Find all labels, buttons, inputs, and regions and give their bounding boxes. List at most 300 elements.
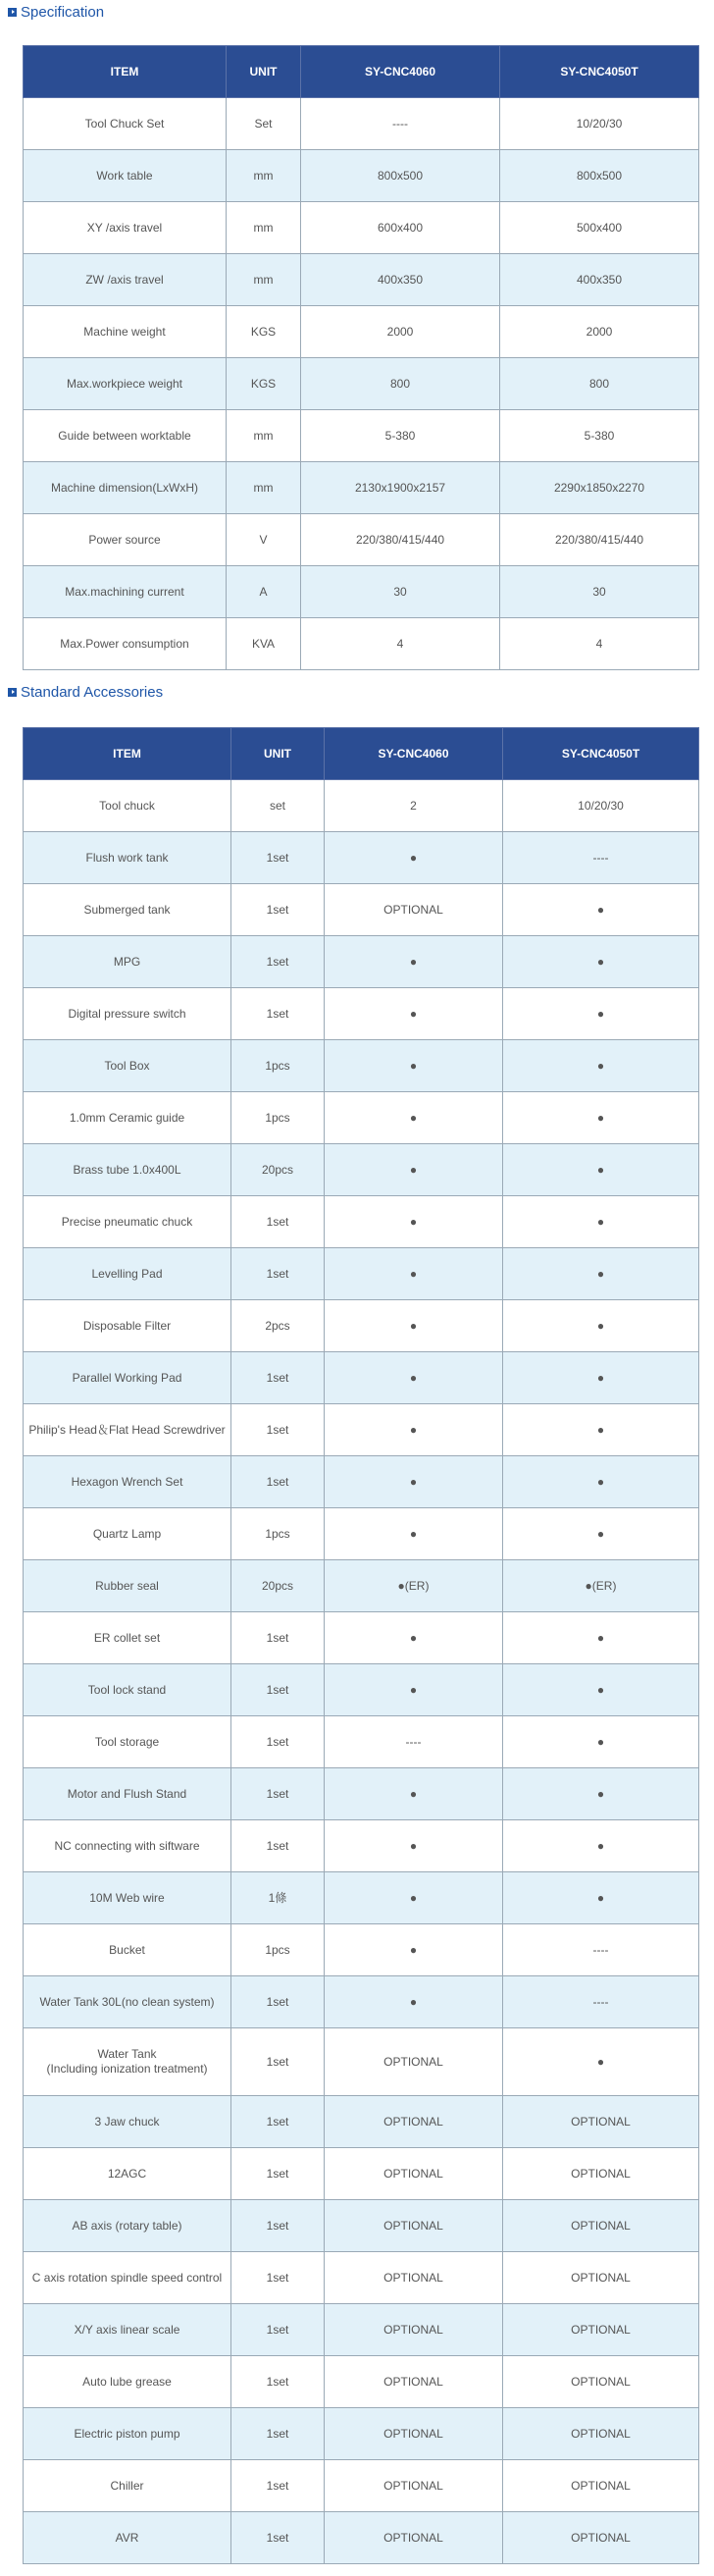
cell-model-a bbox=[325, 1248, 503, 1300]
cell-unit bbox=[231, 936, 325, 988]
cell-unit-text: 1set bbox=[266, 2054, 289, 2069]
cell-model-b bbox=[503, 1872, 699, 1924]
cell-model-b bbox=[500, 358, 699, 410]
cell-item-text: Guide between worktable bbox=[58, 428, 191, 443]
cell-model-a-text: OPTIONAL bbox=[383, 2166, 443, 2181]
cell-unit bbox=[231, 1196, 325, 1248]
cell-unit-text: 1set bbox=[266, 2270, 289, 2285]
cell-model-b bbox=[503, 1300, 699, 1352]
cell-model-a bbox=[325, 832, 503, 884]
cell-item bbox=[24, 1508, 231, 1560]
cell-model-a bbox=[325, 2408, 503, 2460]
cell-item bbox=[24, 988, 231, 1040]
table-row bbox=[24, 1352, 699, 1404]
cell-item bbox=[24, 618, 227, 670]
cell-item-text: Auto lube grease bbox=[82, 2374, 172, 2389]
table-row bbox=[24, 884, 699, 936]
cell-model-b-text: ● bbox=[596, 1318, 605, 1333]
cell-item-text: Water Tank (Including ionization treatment) bbox=[46, 2047, 208, 2076]
table-row bbox=[24, 2200, 699, 2252]
table-row bbox=[24, 1248, 699, 1300]
cell-model-a bbox=[301, 306, 500, 358]
cell-item bbox=[24, 936, 231, 988]
specification-title: Specification bbox=[21, 3, 105, 21]
cell-model-b bbox=[503, 1664, 699, 1716]
cell-item bbox=[24, 358, 227, 410]
cell-model-a bbox=[325, 2460, 503, 2512]
cell-model-b-text: ● bbox=[596, 1786, 605, 1801]
cell-model-a-text: OPTIONAL bbox=[383, 902, 443, 917]
cell-unit-text: mm bbox=[253, 480, 274, 495]
cell-model-b bbox=[500, 462, 699, 514]
cell-unit-text: 1pcs bbox=[265, 1526, 290, 1541]
cell-item bbox=[24, 1976, 231, 2028]
cell-model-b bbox=[500, 98, 699, 150]
cell-model-b bbox=[503, 2408, 699, 2460]
cell-model-b-text: ● bbox=[596, 1214, 605, 1229]
cell-item-text: Chiller bbox=[110, 2478, 144, 2493]
cell-unit bbox=[231, 2512, 325, 2564]
cell-item-text: Tool chuck bbox=[99, 798, 155, 813]
cell-model-b-text: ● bbox=[596, 954, 605, 969]
cell-item bbox=[24, 1404, 231, 1456]
cell-model-a bbox=[325, 2148, 503, 2200]
cell-unit bbox=[231, 2356, 325, 2408]
table-row bbox=[24, 1612, 699, 1664]
cell-model-a-text: OPTIONAL bbox=[383, 2530, 443, 2545]
cell-item-text: Levelling Pad bbox=[91, 1266, 163, 1281]
cell-model-b-text: OPTIONAL bbox=[571, 2322, 631, 2337]
cell-model-b bbox=[503, 2512, 699, 2564]
cell-unit-text: 1set bbox=[266, 1734, 289, 1749]
cell-model-a bbox=[325, 1664, 503, 1716]
cell-unit bbox=[231, 2028, 325, 2096]
cell-unit-text: A bbox=[259, 584, 268, 599]
cell-item-text: Tool Chuck Set bbox=[84, 116, 165, 131]
cell-unit-text: 1set bbox=[266, 1474, 289, 1489]
cell-model-a bbox=[325, 2356, 503, 2408]
cell-item-text: 10M Web wire bbox=[89, 1890, 165, 1905]
cell-model-b-text: ---- bbox=[592, 1994, 609, 2009]
cell-unit bbox=[231, 1820, 325, 1872]
cell-model-b bbox=[503, 1924, 699, 1976]
cell-model-b bbox=[503, 2200, 699, 2252]
cell-model-a-text: 800x500 bbox=[377, 168, 424, 183]
cell-model-a bbox=[301, 202, 500, 254]
cell-unit bbox=[231, 1300, 325, 1352]
cell-unit bbox=[227, 566, 301, 618]
cell-item bbox=[24, 1872, 231, 1924]
cell-model-a-text: ● bbox=[409, 1786, 418, 1801]
cell-model-a-text: ● bbox=[409, 1110, 418, 1125]
cell-model-b-text: OPTIONAL bbox=[571, 2270, 631, 2285]
table-row bbox=[24, 832, 699, 884]
cell-model-b-text: 4 bbox=[595, 636, 603, 651]
cell-model-a bbox=[325, 1300, 503, 1352]
cell-model-a bbox=[301, 410, 500, 462]
cell-model-a-text: OPTIONAL bbox=[383, 2426, 443, 2441]
cell-unit-text: 1set bbox=[266, 902, 289, 917]
cell-unit-text: KGS bbox=[250, 324, 277, 339]
cell-item bbox=[24, 1196, 231, 1248]
cell-item-text: Motor and Flush Stand bbox=[67, 1786, 187, 1801]
cell-model-a-text: 2000 bbox=[386, 324, 414, 339]
cell-item bbox=[24, 1300, 231, 1352]
cell-model-a bbox=[325, 1560, 503, 1612]
table-row bbox=[24, 618, 699, 670]
cell-unit-text: 1set bbox=[266, 2478, 289, 2493]
table-row bbox=[24, 1300, 699, 1352]
table-row bbox=[24, 2252, 699, 2304]
cell-model-a-text: ● bbox=[409, 1422, 418, 1437]
cell-unit-text: Set bbox=[254, 116, 273, 131]
cell-unit-text: mm bbox=[253, 428, 274, 443]
cell-item bbox=[24, 462, 227, 514]
cell-model-a-text: OPTIONAL bbox=[383, 2114, 443, 2129]
cell-model-b-text: ● bbox=[596, 1474, 605, 1489]
cell-unit bbox=[231, 1716, 325, 1768]
cell-unit bbox=[231, 1456, 325, 1508]
table-row bbox=[24, 1196, 699, 1248]
cell-model-a-text: ● bbox=[409, 954, 418, 969]
cell-unit bbox=[231, 2200, 325, 2252]
cell-model-a bbox=[301, 98, 500, 150]
cell-model-b-text: ● bbox=[596, 1266, 605, 1281]
table-row bbox=[24, 150, 699, 202]
cell-model-b-text: 2000 bbox=[586, 324, 613, 339]
table-row bbox=[24, 2304, 699, 2356]
cell-model-b bbox=[503, 1508, 699, 1560]
table-row bbox=[24, 2356, 699, 2408]
cell-unit-text: 1set bbox=[266, 1266, 289, 1281]
cell-unit bbox=[231, 1352, 325, 1404]
cell-unit-text: 1set bbox=[266, 2218, 289, 2233]
cell-item-text: Rubber seal bbox=[95, 1578, 159, 1593]
cell-item bbox=[24, 202, 227, 254]
arrow-bullet-icon bbox=[8, 688, 17, 697]
cell-item-text: AB axis (rotary table) bbox=[72, 2218, 182, 2233]
cell-model-b bbox=[503, 1612, 699, 1664]
cell-unit bbox=[231, 1040, 325, 1092]
cell-unit bbox=[227, 254, 301, 306]
cell-unit bbox=[227, 98, 301, 150]
cell-unit bbox=[227, 358, 301, 410]
cell-model-a-text: OPTIONAL bbox=[383, 2374, 443, 2389]
cell-model-b-text: 30 bbox=[592, 584, 606, 599]
cell-unit-text: 1set bbox=[266, 2166, 289, 2181]
cell-item-text: Tool lock stand bbox=[87, 1682, 167, 1697]
cell-item-text: Machine dimension(LxWxH) bbox=[50, 480, 199, 495]
cell-model-b-text: ---- bbox=[592, 850, 609, 865]
cell-model-b-text: ● bbox=[596, 1006, 605, 1021]
table-row bbox=[24, 2408, 699, 2460]
cell-model-a bbox=[325, 2512, 503, 2564]
cell-model-b bbox=[503, 1092, 699, 1144]
cell-model-b bbox=[500, 306, 699, 358]
table-row bbox=[24, 2096, 699, 2148]
cell-model-b bbox=[503, 1352, 699, 1404]
cell-model-b bbox=[500, 254, 699, 306]
cell-model-a-text: OPTIONAL bbox=[383, 2322, 443, 2337]
cell-item-text: Power source bbox=[88, 532, 161, 547]
cell-unit bbox=[231, 1664, 325, 1716]
cell-item bbox=[24, 150, 227, 202]
cell-unit bbox=[227, 618, 301, 670]
cell-item bbox=[24, 1924, 231, 1976]
cell-model-a-text: ● bbox=[409, 1838, 418, 1853]
table-row bbox=[24, 1872, 699, 1924]
accessories-header-row bbox=[24, 728, 699, 780]
cell-unit bbox=[227, 150, 301, 202]
cell-item bbox=[24, 1716, 231, 1768]
cell-item-text: Quartz Lamp bbox=[92, 1526, 162, 1541]
cell-unit-text: 1set bbox=[266, 1422, 289, 1437]
cell-item bbox=[24, 1820, 231, 1872]
cell-unit bbox=[231, 1976, 325, 2028]
accessories-heading bbox=[8, 681, 163, 703]
header-unit: UNIT bbox=[227, 46, 301, 98]
specification-header-row bbox=[24, 46, 699, 98]
table-row bbox=[24, 1560, 699, 1612]
cell-model-b-text: OPTIONAL bbox=[571, 2374, 631, 2389]
cell-model-a-text: ● bbox=[409, 1630, 418, 1645]
cell-unit bbox=[231, 1248, 325, 1300]
table-row bbox=[24, 1040, 699, 1092]
table-row bbox=[24, 2512, 699, 2564]
cell-item bbox=[24, 884, 231, 936]
cell-item-text: ER collet set bbox=[93, 1630, 161, 1645]
cell-item bbox=[24, 2304, 231, 2356]
cell-model-b-text: ● bbox=[596, 1734, 605, 1749]
cell-model-b-text: ● bbox=[596, 1422, 605, 1437]
cell-model-a-text: 2130x1900x2157 bbox=[354, 480, 446, 495]
cell-model-b-text: OPTIONAL bbox=[571, 2218, 631, 2233]
cell-model-a-text: ● bbox=[409, 1682, 418, 1697]
cell-item bbox=[24, 2096, 231, 2148]
table-row bbox=[24, 1144, 699, 1196]
cell-item bbox=[24, 1768, 231, 1820]
cell-model-b-text: 400x350 bbox=[576, 272, 623, 287]
table-row bbox=[24, 1924, 699, 1976]
cell-item-text: ZW /axis travel bbox=[85, 272, 164, 287]
cell-model-a bbox=[325, 1456, 503, 1508]
cell-model-b bbox=[500, 618, 699, 670]
cell-model-a bbox=[325, 2304, 503, 2356]
cell-model-a bbox=[325, 2096, 503, 2148]
cell-model-a-text: 600x400 bbox=[377, 220, 424, 235]
cell-unit-text: 1set bbox=[266, 2114, 289, 2129]
cell-unit-text: mm bbox=[253, 272, 274, 287]
cell-model-b bbox=[500, 566, 699, 618]
cell-model-a bbox=[325, 1196, 503, 1248]
cell-model-b bbox=[500, 202, 699, 254]
cell-model-b bbox=[503, 780, 699, 832]
cell-unit-text: V bbox=[259, 532, 268, 547]
cell-item bbox=[24, 2356, 231, 2408]
cell-item-text: XY /axis travel bbox=[86, 220, 163, 235]
cell-model-a-text: ● bbox=[409, 1994, 418, 2009]
cell-model-a-text: 220/380/415/440 bbox=[355, 532, 445, 547]
cell-item bbox=[24, 98, 227, 150]
cell-unit bbox=[231, 1404, 325, 1456]
cell-item-text: Hexagon Wrench Set bbox=[71, 1474, 183, 1489]
accessories-table bbox=[23, 727, 699, 2564]
cell-model-b bbox=[500, 410, 699, 462]
cell-model-a-text: OPTIONAL bbox=[383, 2218, 443, 2233]
cell-model-b-text: ●(ER) bbox=[585, 1578, 617, 1593]
cell-unit bbox=[231, 1924, 325, 1976]
header-item: ITEM bbox=[24, 46, 227, 98]
cell-item-text: 3 Jaw chuck bbox=[94, 2114, 160, 2129]
cell-item bbox=[24, 566, 227, 618]
cell-model-b-text: ● bbox=[596, 1110, 605, 1125]
cell-unit bbox=[231, 2148, 325, 2200]
cell-item bbox=[24, 1092, 231, 1144]
table-row bbox=[24, 2460, 699, 2512]
cell-unit bbox=[231, 2304, 325, 2356]
cell-model-a bbox=[301, 618, 500, 670]
cell-model-a bbox=[325, 1404, 503, 1456]
cell-model-b bbox=[503, 2096, 699, 2148]
header-model-a: SY-CNC4060 bbox=[301, 46, 500, 98]
table-row bbox=[24, 202, 699, 254]
cell-model-a-text: ● bbox=[409, 1058, 418, 1073]
cell-unit bbox=[227, 462, 301, 514]
cell-model-a bbox=[325, 1924, 503, 1976]
table-row bbox=[24, 254, 699, 306]
table-row bbox=[24, 1508, 699, 1560]
cell-model-a-text: ● bbox=[409, 1942, 418, 1957]
cell-unit bbox=[231, 1092, 325, 1144]
cell-unit bbox=[231, 2460, 325, 2512]
cell-item bbox=[24, 1560, 231, 1612]
cell-unit-text: 20pcs bbox=[261, 1162, 294, 1177]
cell-item-text: Bucket bbox=[109, 1942, 145, 1957]
cell-model-b bbox=[503, 1144, 699, 1196]
cell-unit bbox=[227, 202, 301, 254]
cell-model-b-text: ● bbox=[596, 1370, 605, 1385]
cell-item bbox=[24, 306, 227, 358]
cell-unit bbox=[231, 1768, 325, 1820]
cell-model-a-text: ---- bbox=[392, 116, 408, 131]
table-row bbox=[24, 462, 699, 514]
table-row bbox=[24, 566, 699, 618]
cell-model-a-text: 2 bbox=[410, 798, 417, 813]
cell-item-text: X/Y axis linear scale bbox=[74, 2322, 180, 2337]
cell-unit-text: 20pcs bbox=[261, 1578, 294, 1593]
table-row bbox=[24, 1664, 699, 1716]
cell-unit bbox=[231, 884, 325, 936]
cell-unit bbox=[231, 2096, 325, 2148]
cell-model-b-text: 220/380/415/440 bbox=[554, 532, 644, 547]
cell-model-b bbox=[503, 2304, 699, 2356]
cell-unit bbox=[231, 832, 325, 884]
cell-item bbox=[24, 2200, 231, 2252]
cell-item bbox=[24, 1144, 231, 1196]
table-row bbox=[24, 1404, 699, 1456]
header-item: ITEM bbox=[24, 728, 231, 780]
cell-unit bbox=[227, 514, 301, 566]
cell-item-text: Flush work tank bbox=[85, 850, 169, 865]
cell-model-b-text: 10/20/30 bbox=[578, 798, 624, 813]
cell-item-text: Submerged tank bbox=[83, 902, 171, 917]
arrow-bullet-icon bbox=[8, 8, 17, 17]
table-row bbox=[24, 410, 699, 462]
table-row bbox=[24, 988, 699, 1040]
cell-item-text: Max.workpiece weight bbox=[66, 376, 183, 391]
cell-item-text: Brass tube 1.0x400L bbox=[73, 1162, 181, 1177]
cell-model-a-text: 400x350 bbox=[377, 272, 424, 287]
cell-unit bbox=[231, 1144, 325, 1196]
cell-unit bbox=[231, 1508, 325, 1560]
cell-model-b-text: ● bbox=[596, 2054, 605, 2069]
cell-model-b bbox=[503, 1404, 699, 1456]
cell-item-text: Electric piston pump bbox=[74, 2426, 180, 2441]
cell-item bbox=[24, 1040, 231, 1092]
cell-model-a-text: ●(ER) bbox=[397, 1578, 430, 1593]
cell-model-a-text: OPTIONAL bbox=[383, 2270, 443, 2285]
table-row bbox=[24, 1768, 699, 1820]
cell-model-b-text: 5-380 bbox=[584, 428, 615, 443]
cell-item-text: Tool Box bbox=[104, 1058, 150, 1073]
cell-unit-text: 1set bbox=[266, 2374, 289, 2389]
cell-unit bbox=[227, 410, 301, 462]
cell-item bbox=[24, 1456, 231, 1508]
cell-model-a-text: 800 bbox=[389, 376, 411, 391]
cell-model-b-text: 500x400 bbox=[576, 220, 623, 235]
header-unit: UNIT bbox=[231, 728, 325, 780]
cell-model-b bbox=[503, 2252, 699, 2304]
cell-model-b-text: OPTIONAL bbox=[571, 2478, 631, 2493]
cell-model-b-text: 10/20/30 bbox=[576, 116, 623, 131]
cell-model-b-text: ● bbox=[596, 1838, 605, 1853]
cell-item bbox=[24, 2028, 231, 2096]
cell-item-text: NC connecting with siftware bbox=[54, 1838, 200, 1853]
cell-model-a bbox=[325, 1612, 503, 1664]
cell-unit-text: 1set bbox=[266, 1006, 289, 1021]
cell-model-b bbox=[503, 2460, 699, 2512]
cell-unit-text: set bbox=[269, 798, 285, 813]
cell-model-a-text: 30 bbox=[393, 584, 407, 599]
cell-model-b bbox=[503, 884, 699, 936]
cell-model-a-text: ● bbox=[409, 1370, 418, 1385]
cell-model-b-text: OPTIONAL bbox=[571, 2426, 631, 2441]
cell-unit-text: 1set bbox=[266, 1630, 289, 1645]
cell-model-a bbox=[325, 1768, 503, 1820]
cell-model-b-text: ● bbox=[596, 1526, 605, 1541]
cell-model-b-text: ---- bbox=[592, 1942, 609, 1957]
cell-item-text: C axis rotation spindle speed control bbox=[31, 2270, 223, 2285]
cell-unit-text: KGS bbox=[250, 376, 277, 391]
cell-model-b bbox=[503, 1456, 699, 1508]
cell-unit-text: 1set bbox=[266, 2322, 289, 2337]
cell-model-b-text: OPTIONAL bbox=[571, 2166, 631, 2181]
cell-item-text: Disposable Filter bbox=[82, 1318, 172, 1333]
cell-item-text: 12AGC bbox=[107, 2166, 147, 2181]
cell-unit-text: 1條 bbox=[268, 1890, 287, 1905]
cell-model-b bbox=[503, 1976, 699, 2028]
specification-heading bbox=[8, 1, 104, 23]
cell-model-a bbox=[325, 1352, 503, 1404]
cell-model-b bbox=[503, 936, 699, 988]
cell-model-b bbox=[503, 1716, 699, 1768]
cell-unit-text: 1set bbox=[266, 1370, 289, 1385]
cell-model-a-text: ● bbox=[409, 1006, 418, 1021]
cell-item-text: Machine weight bbox=[83, 324, 166, 339]
header-model-b: SY-CNC4050T bbox=[503, 728, 699, 780]
cell-model-a bbox=[301, 150, 500, 202]
cell-model-b bbox=[503, 1196, 699, 1248]
